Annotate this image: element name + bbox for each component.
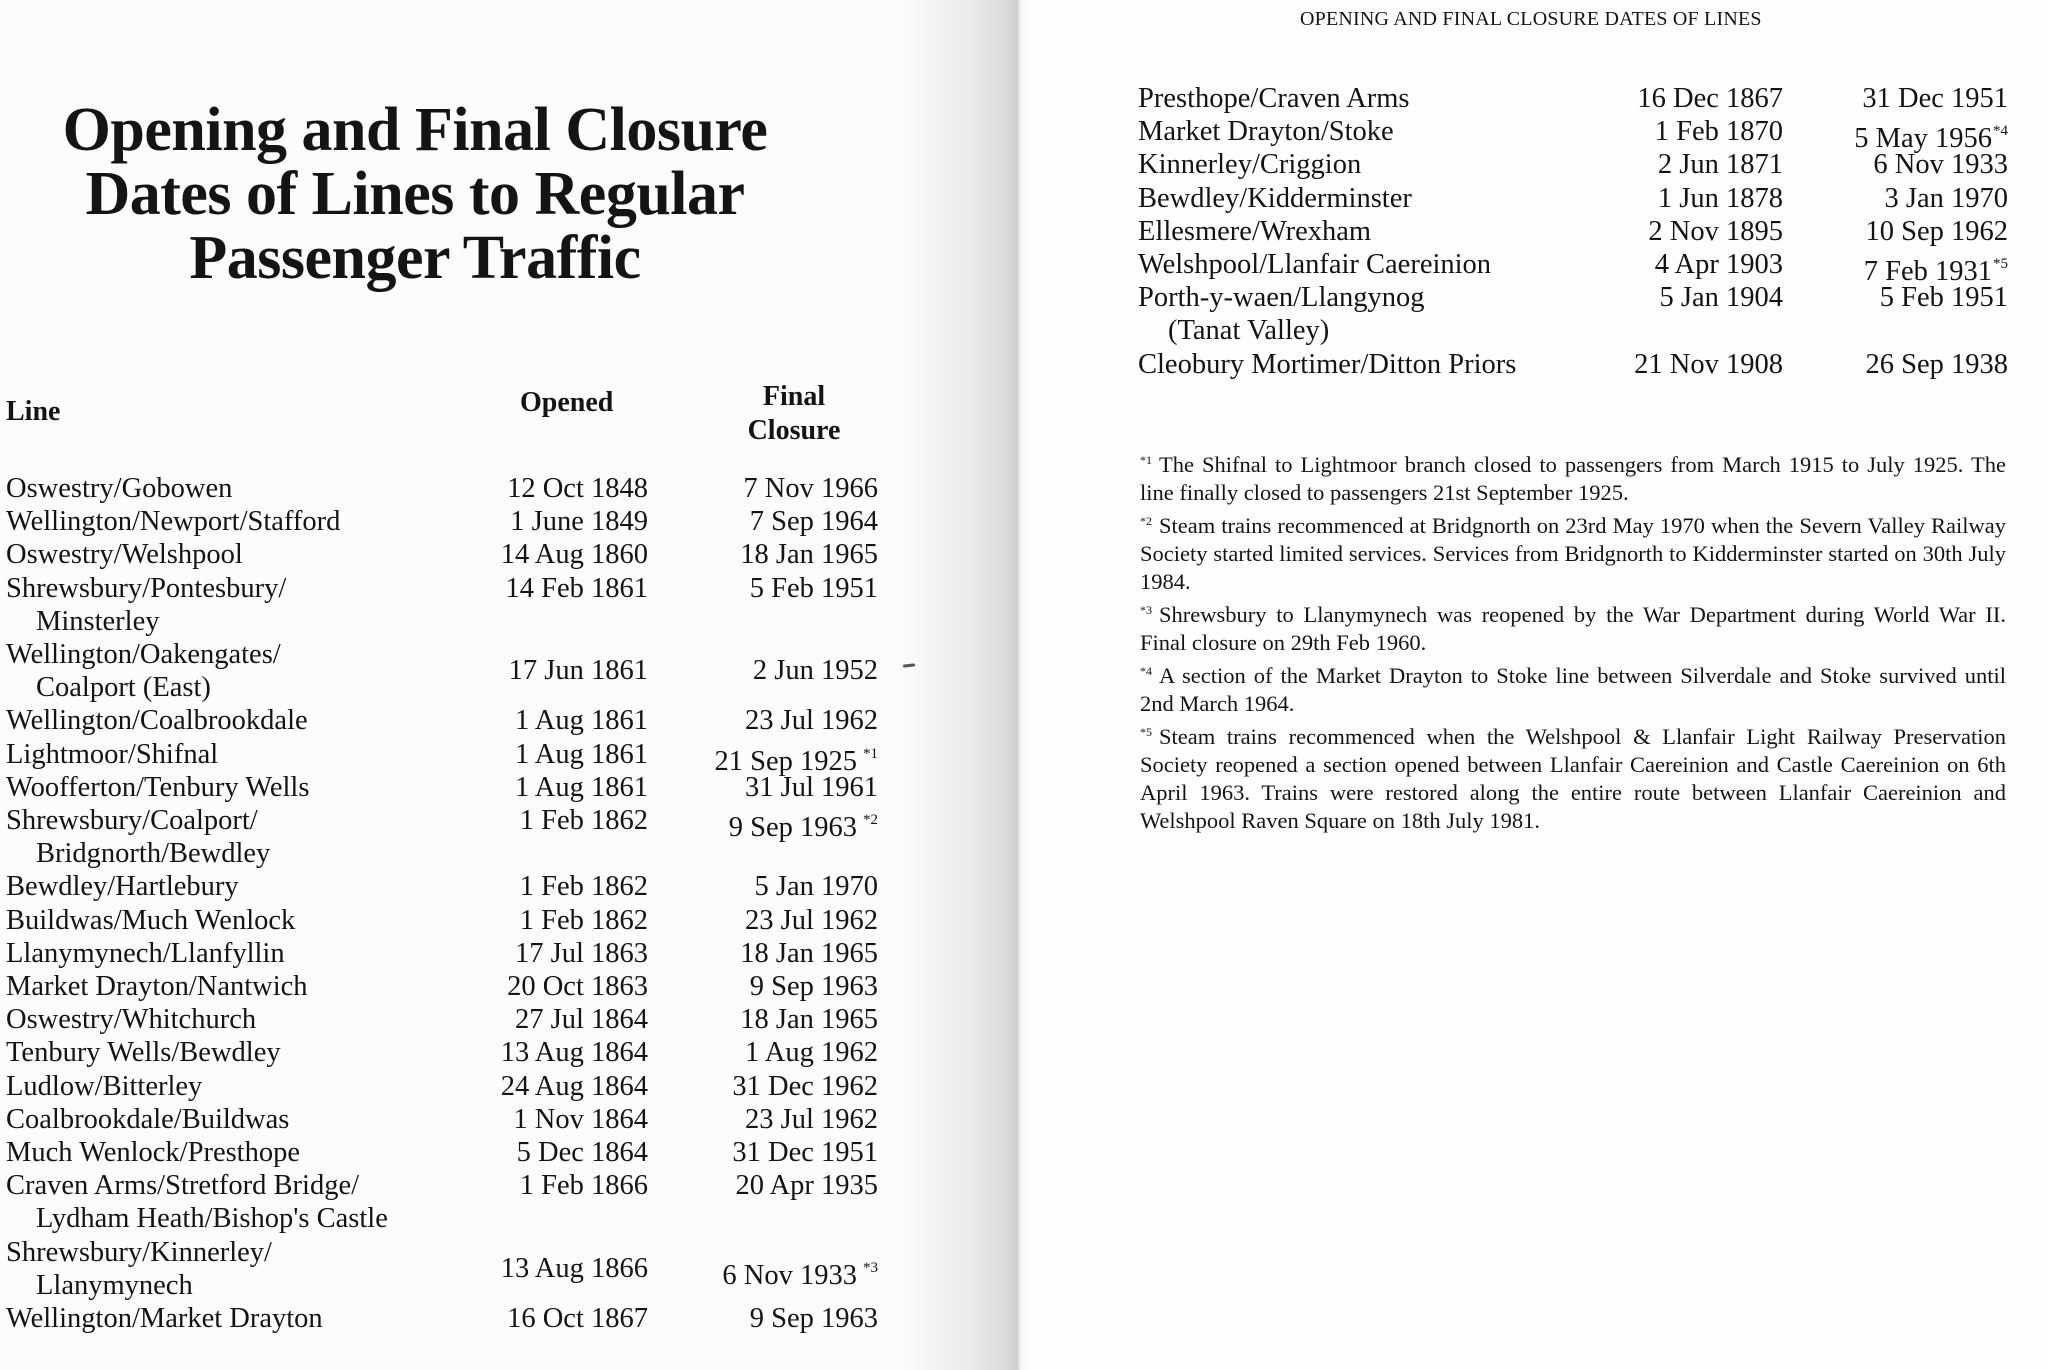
- line-name-text: Wellington/Coalbrookdale: [6, 705, 308, 737]
- closure-date: [743, 472, 878, 505]
- opened-date: 1 Aug 1861: [514, 771, 648, 803]
- column-header-line-2: Closure: [747, 415, 841, 446]
- closure-date: [740, 937, 878, 970]
- line-name-text: Bewdley/Hartlebury: [6, 871, 239, 903]
- closure-date: [740, 1003, 878, 1036]
- closure-date: [1873, 148, 2008, 181]
- table-row: [6, 1169, 886, 1235]
- line-name-text: Presthope/Craven Arms: [1138, 83, 1410, 114]
- closure-date-text: 31 Dec 1951: [732, 1137, 878, 1169]
- closure-date-text: 1 Aug 1962: [744, 1037, 878, 1069]
- closure-date: [1885, 182, 2009, 215]
- scan-speck: [903, 663, 915, 667]
- line-name-text: Buildwas/Much Wenlock: [6, 904, 296, 936]
- table-row: [1138, 182, 2008, 215]
- opened-date: 1 Jun 1878: [1657, 182, 1783, 214]
- opened-date: 1 Aug 1861: [514, 738, 648, 770]
- footnote: [1140, 718, 2006, 835]
- closure-date: [732, 1070, 878, 1103]
- footnote-text: Steam trains recommenced when the Welshpool & Llanfair Light Railway Preservation Society reopened a section opened between Llanfair Caereinion and Castle Caereinion on 6th April 1963. Trains were restored along the entire route between Llanfair Caereinion and Welshpool Raven Square on 18th July 1981.: [1140, 724, 2006, 833]
- left-page: [0, 0, 1020, 1370]
- opened-date: 14 Aug 1860: [500, 539, 648, 571]
- closure-date-text: 31 Dec 1951: [1862, 83, 2008, 114]
- line-name-text: Ludlow/Bitterley: [6, 1070, 203, 1102]
- closure-date-text: 20 Apr 1935: [735, 1170, 878, 1202]
- closure-date: [1866, 215, 2009, 248]
- line-name-text: Lightmoor/Shifnal: [6, 738, 219, 770]
- closure-date-text: 3 Jan 1970: [1884, 182, 2008, 214]
- line-name-text: Tenbury Wells/Bewdley: [6, 1037, 281, 1069]
- closure-date-text: 2 Jun 1952: [752, 655, 878, 687]
- closure-date-text: 18 Jan 1965: [740, 539, 878, 571]
- footnote-mark: *4: [1140, 664, 1152, 678]
- closure-date-text: 26 Sep 1938: [1865, 348, 2008, 380]
- closure-date: [740, 538, 878, 571]
- line-name-text: Oswestry/Whitchurch: [6, 1004, 257, 1036]
- closure-date: [732, 1136, 878, 1169]
- table-row: [6, 870, 886, 903]
- line-name-text: Welshpool/Llanfair Caereinion: [1138, 249, 1492, 281]
- closure-date-text: 5 Feb 1951: [1879, 282, 2008, 314]
- table-row: [1138, 281, 2008, 347]
- line-name-text: Wellington/Newport/Stafford: [6, 506, 341, 538]
- footnote: [1140, 507, 2006, 596]
- lines-table-right: [1138, 82, 2008, 381]
- closure-date: [745, 1036, 878, 1069]
- footnotes: [1140, 446, 2006, 835]
- column-header-line: Line: [6, 396, 61, 427]
- line-name-continuation: (Tanat Valley): [1168, 315, 1330, 347]
- closure-date-text: 18 Jan 1965: [740, 937, 878, 969]
- closure-date-text: 5 Feb 1951: [749, 572, 878, 604]
- opened-date: 1 Feb 1866: [519, 1170, 648, 1202]
- closure-date-text: 31 Jul 1961: [744, 771, 878, 803]
- footnote-mark: *1: [1140, 453, 1152, 467]
- table-row: [6, 1103, 886, 1136]
- table-row: [6, 505, 886, 538]
- column-header-line-1: Final: [762, 381, 826, 412]
- opened-date: 16 Oct 1867: [507, 1303, 648, 1335]
- footnote-reference: *5: [1993, 256, 2008, 273]
- opened-date: 1 Feb 1862: [519, 871, 648, 903]
- footnote-reference: *4: [1993, 123, 2008, 140]
- page-title: [20, 98, 810, 290]
- closure-date-text: 21 Sep 1925: [714, 745, 857, 777]
- opened-date: 1 Feb 1862: [519, 904, 648, 936]
- closure-date-text: 5 Jan 1970: [754, 871, 878, 903]
- closure-date-text: 7 Sep 1964: [749, 506, 878, 538]
- closure-date: [1880, 281, 2008, 314]
- line-name-text: Wellington/Market Drayton: [6, 1303, 323, 1335]
- opened-date: 2 Jun 1871: [1657, 149, 1783, 181]
- line-name-text: Cleobury Mortimer/Ditton Priors: [1138, 348, 1517, 380]
- footnote-mark: *5: [1140, 725, 1152, 739]
- closure-date-text: 18 Jan 1965: [740, 1004, 878, 1036]
- closure-date-text: 6 Nov 1933: [722, 1259, 857, 1291]
- title-line: Passenger Traffic: [189, 224, 641, 292]
- table-row: [6, 572, 886, 638]
- closure-date: [729, 804, 878, 844]
- table-row: [6, 638, 886, 704]
- footnote-mark: *3: [1140, 603, 1152, 617]
- closure-date-text: 5 May 1956: [1854, 123, 1992, 155]
- footnote-mark: *2: [1140, 514, 1152, 528]
- opened-date: 21 Nov 1908: [1634, 348, 1783, 380]
- table-row: [6, 738, 886, 777]
- opened-date: 13 Aug 1866: [500, 1252, 648, 1284]
- closure-date-text: 23 Jul 1962: [744, 1103, 878, 1135]
- closure-date: [755, 870, 879, 903]
- table-row: [1138, 248, 2008, 288]
- line-name-continuation: Coalport (East): [36, 672, 211, 704]
- footnote-reference: *3: [863, 1259, 878, 1276]
- closure-date: [750, 1302, 878, 1335]
- opened-date: 1 Feb 1862: [519, 805, 648, 837]
- line-name-text: Llanymynech/Llanfyllin: [6, 937, 285, 969]
- closure-date-text: 23 Jul 1962: [744, 904, 878, 936]
- title-line: Opening and Final Closure: [62, 96, 768, 164]
- closure-date: [1862, 82, 2008, 115]
- line-name-text: Craven Arms/Stretford Bridge/: [6, 1170, 360, 1202]
- opened-date: 16 Dec 1867: [1637, 83, 1783, 114]
- table-row: [6, 472, 886, 505]
- opened-date: 5 Dec 1864: [516, 1137, 648, 1169]
- table-row: [1138, 215, 2008, 248]
- footnote-reference: *2: [863, 812, 878, 829]
- opened-date: 1 Nov 1864: [513, 1103, 648, 1135]
- closure-date: [745, 704, 878, 737]
- closure-date: [745, 904, 878, 937]
- opened-date: 1 June 1849: [510, 506, 648, 538]
- line-name-text: Market Drayton/Stoke: [1138, 116, 1394, 148]
- table-row: [6, 704, 886, 737]
- line-name-text: Oswestry/Gobowen: [6, 473, 233, 504]
- table-row: [6, 1302, 886, 1335]
- closure-date-text: 23 Jul 1962: [744, 705, 878, 737]
- table-row: [6, 1236, 886, 1302]
- closure-date-text: 7 Feb 1931: [1863, 256, 1992, 288]
- line-name-continuation: Minsterley: [36, 605, 160, 637]
- line-name-text: Bewdley/Kidderminster: [1138, 182, 1412, 214]
- closure-date: [736, 1169, 879, 1202]
- footnote-text: A section of the Market Drayton to Stoke line between Silverdale and Stoke survived until 2nd March 1964.: [1140, 663, 2006, 716]
- opened-date: 20 Oct 1863: [507, 971, 648, 1003]
- opened-date: 24 Aug 1864: [500, 1070, 648, 1102]
- closure-date: [750, 970, 878, 1003]
- line-name-text: Porth-y-waen/Llangynog: [1138, 282, 1425, 314]
- opened-date: 13 Aug 1864: [500, 1037, 648, 1069]
- table-row: [6, 804, 886, 870]
- closure-date-text: 9 Sep 1963: [749, 971, 878, 1003]
- line-name-text: Kinnerley/Criggion: [1138, 149, 1362, 181]
- line-name-continuation: Bridgnorth/Bewdley: [36, 838, 271, 870]
- table-row: [6, 538, 886, 571]
- opened-date: 12 Oct 1848: [507, 473, 648, 504]
- column-header-opened: Opened: [520, 387, 614, 418]
- closure-date: [722, 1252, 878, 1292]
- footnote-text: The Shifnal to Lightmoor branch closed to passengers from March 1915 to July 1925. The line finally closed to passengers 21st September 1925.: [1140, 452, 2006, 505]
- opened-date: 17 Jul 1863: [514, 937, 648, 969]
- closure-date-text: 9 Sep 1963: [728, 812, 857, 844]
- footnote: [1140, 657, 2006, 718]
- line-name-text: Market Drayton/Nantwich: [6, 971, 308, 1003]
- opened-date: 4 Apr 1903: [1654, 249, 1783, 281]
- footnote-reference: *1: [863, 745, 878, 762]
- table-row: [6, 970, 886, 1003]
- line-name-text: Ellesmere/Wrexham: [1138, 215, 1372, 247]
- table-row: [1138, 115, 2008, 155]
- line-name-text: Much Wenlock/Presthope: [6, 1137, 301, 1169]
- table-row: [6, 1070, 886, 1103]
- footnote: [1140, 596, 2006, 657]
- running-head: OPENING AND FINAL CLOSURE DATES OF LINES: [1300, 8, 1762, 30]
- table-row: [6, 1136, 886, 1169]
- opened-date: 1 Feb 1870: [1654, 116, 1783, 148]
- line-name-text: Woofferton/Tenbury Wells: [6, 771, 310, 803]
- footnote-text: Shrewsbury to Llanymynech was reopened by the War Department during World War II. Final closure on 29th Feb 1960.: [1140, 602, 2006, 655]
- table-row: [1138, 82, 2008, 115]
- opened-date: 1 Aug 1861: [514, 705, 648, 737]
- closure-date: [750, 505, 878, 538]
- line-name-text: Oswestry/Welshpool: [6, 539, 243, 571]
- lines-table-left: [6, 472, 886, 1335]
- closure-date-text: 10 Sep 1962: [1865, 215, 2008, 247]
- line-name-text: Wellington/Oakengates/: [6, 639, 281, 671]
- closure-date-text: 9 Sep 1963: [749, 1303, 878, 1335]
- line-name-text: Shrewsbury/Coalport/: [6, 805, 258, 837]
- line-name: [1138, 182, 2008, 215]
- table-row: [6, 771, 886, 804]
- table-row: [6, 937, 886, 970]
- closure-date: [745, 771, 878, 804]
- closure-date-text: 31 Dec 1962: [732, 1070, 878, 1102]
- line-name-continuation: Lydham Heath/Bishop's Castle: [36, 1203, 388, 1235]
- table-row: [6, 1036, 886, 1069]
- closure-date: [750, 572, 878, 605]
- table-row: [1138, 348, 2008, 381]
- column-header-final-closure: [740, 380, 848, 448]
- closure-date: [1866, 348, 2009, 381]
- table-row: [6, 904, 886, 937]
- opened-date: 17 Jun 1861: [508, 655, 648, 687]
- line-name-text: Shrewsbury/Pontesbury/: [6, 572, 287, 604]
- opened-date: 14 Feb 1861: [505, 572, 648, 604]
- table-row: [6, 1003, 886, 1036]
- footnote: [1140, 446, 2006, 507]
- closure-date-text: 6 Nov 1933: [1873, 149, 2008, 181]
- line-name-text: Shrewsbury/Kinnerley/: [6, 1236, 272, 1268]
- closure-date: [745, 1103, 878, 1136]
- title-line: Dates of Lines to Regular: [85, 160, 745, 228]
- line-name-continuation: Llanymynech: [36, 1269, 193, 1301]
- opened-date: 27 Jul 1864: [514, 1004, 648, 1036]
- opened-date: 2 Nov 1895: [1648, 215, 1783, 247]
- line-name-text: Coalbrookdale/Buildwas: [6, 1103, 290, 1135]
- closure-date-text: 7 Nov 1966: [743, 473, 878, 504]
- closure-date: [753, 654, 878, 687]
- opened-date: 5 Jan 1904: [1659, 282, 1783, 314]
- footnote-text: Steam trains recommenced at Bridgnorth on 23rd May 1970 when the Severn Valley Railway Society started limited services. Services from Bridgnorth to Kidderminster started on 30th July 1984.: [1140, 513, 2006, 594]
- line-name: [1138, 281, 2008, 347]
- table-row: [1138, 148, 2008, 181]
